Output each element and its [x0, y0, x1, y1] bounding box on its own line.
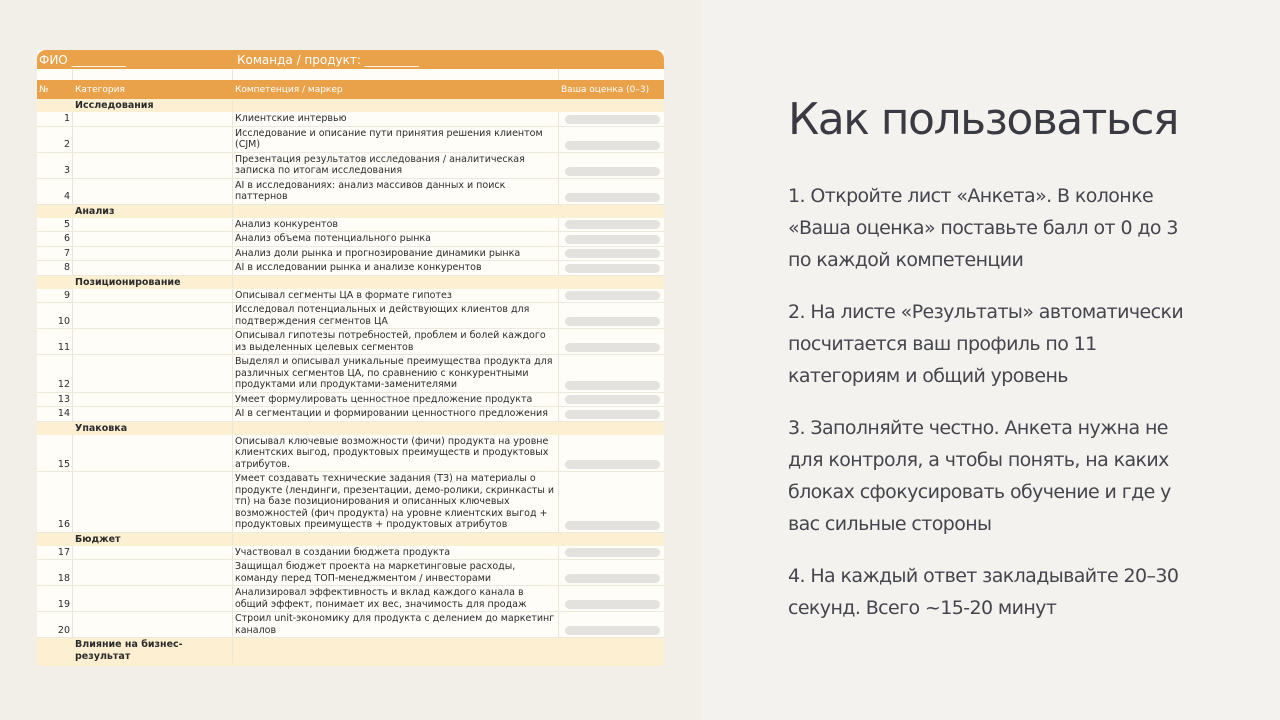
score-input[interactable]: [565, 381, 660, 390]
row-number: 9: [37, 289, 73, 303]
competency-row: [37, 127, 664, 153]
row-number: 18: [37, 560, 73, 585]
score-input[interactable]: [565, 264, 660, 273]
row-number: 14: [37, 407, 73, 421]
competency-row: [37, 153, 664, 179]
row-number: 11: [37, 329, 73, 354]
row-category-cell: [73, 127, 233, 152]
row-category-cell: [73, 218, 233, 232]
competency-row: [37, 560, 664, 586]
row-category-cell: [73, 435, 233, 472]
score-input[interactable]: [565, 410, 660, 419]
row-category-cell: [73, 232, 233, 246]
row-number: 1: [37, 112, 73, 126]
score-cell[interactable]: [559, 179, 664, 204]
row-number: 5: [37, 218, 73, 232]
score-cell[interactable]: [559, 612, 664, 637]
category-name: Бюджет: [73, 534, 233, 545]
row-number: 17: [37, 546, 73, 560]
row-number: 6: [37, 232, 73, 246]
competency-text: Умеет формулировать ценностное предложение продукта: [233, 393, 559, 407]
score-input[interactable]: [565, 220, 660, 229]
competency-row: [37, 393, 664, 408]
competency-text: Описывал гипотезы потребностей, проблем и болей каждого из выделенных целевых сегментов: [233, 329, 559, 354]
row-number: 16: [37, 472, 73, 532]
row-category-cell: [73, 612, 233, 637]
score-input[interactable]: [565, 548, 660, 557]
score-cell[interactable]: [559, 586, 664, 611]
row-category-cell: [73, 586, 233, 611]
row-category-cell: [73, 303, 233, 328]
competency-text: Анализировал эффективность и вклад каждого канала в общий эффект, понимает их вес, значимость для продаж: [233, 586, 559, 611]
row-number: 4: [37, 179, 73, 204]
competency-text: Выделял и описывал уникальные преимущества продукта для различных сегментов ЦА, по сравнению с конкурентными продуктами или продуктами-заменителями: [233, 355, 559, 392]
row-category-cell: [73, 560, 233, 585]
competency-row: [37, 303, 664, 329]
score-cell[interactable]: [559, 355, 664, 392]
instruction-step-3: 3. Заполняйте честно. Анкета нужна не для контроля, а чтобы понять, на каких блоках сфокусировать обучение и где у вас сильные стороны: [788, 417, 1171, 535]
fio-field: ФИО _________: [39, 52, 126, 67]
row-category-cell: [73, 289, 233, 303]
competency-text: Описывал ключевые возможности (фичи) продукта на уровне клиентских выгод, продуктовых преимуществ и продуктовых атрибутов.: [233, 435, 559, 472]
row-category-cell: [73, 153, 233, 178]
score-input[interactable]: [565, 521, 660, 530]
score-input[interactable]: [565, 141, 660, 150]
competency-text: AI в исследованиях: анализ массивов данных и поиск паттернов: [233, 179, 559, 204]
competency-row: [37, 329, 664, 355]
score-input[interactable]: [565, 343, 660, 352]
category-name: Исследования: [73, 100, 233, 111]
competency-text: Анализ объема потенциального рынка: [233, 232, 559, 246]
score-cell[interactable]: [559, 329, 664, 354]
score-input[interactable]: [565, 395, 660, 404]
competency-text: AI в исследовании рынка и анализе конкурентов: [233, 261, 559, 275]
score-input[interactable]: [565, 193, 660, 202]
row-category-cell: [73, 179, 233, 204]
category-row: [37, 99, 664, 112]
team-product-field: Команда / продукт: _________: [237, 52, 419, 67]
competency-text: Презентация результатов исследования / аналитическая записка по итогам исследования: [233, 153, 559, 178]
category-name: Позиционирование: [73, 277, 233, 288]
score-cell[interactable]: [559, 261, 664, 275]
score-cell[interactable]: [559, 435, 664, 472]
column-header-row: [37, 80, 664, 99]
competency-row: [37, 289, 664, 304]
score-input[interactable]: [565, 291, 660, 300]
column-header-competency: Компетенция / маркер: [235, 84, 343, 95]
row-number: 7: [37, 247, 73, 261]
score-input[interactable]: [565, 600, 660, 609]
score-cell[interactable]: [559, 289, 664, 303]
score-cell[interactable]: [559, 303, 664, 328]
competency-text: AI в сегментации и формировании ценностного предложения: [233, 407, 559, 421]
score-cell[interactable]: [559, 232, 664, 246]
row-category-cell: [73, 407, 233, 421]
score-input[interactable]: [565, 167, 660, 176]
category-row: [37, 276, 664, 289]
category-row: [37, 533, 664, 546]
row-category-cell: [73, 393, 233, 407]
row-category-cell: [73, 329, 233, 354]
column-header-score: Ваша оценка (0–3): [561, 84, 650, 95]
column-header-num: №: [39, 84, 49, 95]
spacer-row: [37, 69, 664, 80]
score-cell[interactable]: [559, 407, 664, 421]
row-number: 13: [37, 393, 73, 407]
score-input[interactable]: [565, 235, 660, 244]
instruction-step-2: 2. На листе «Результаты» автоматически посчитается ваш профиль по 11 категориям и общий уровень: [788, 301, 1184, 387]
row-number: 2: [37, 127, 73, 152]
competency-row: [37, 472, 664, 533]
row-number: 15: [37, 435, 73, 472]
row-category-cell: [73, 355, 233, 392]
score-input[interactable]: [565, 317, 660, 326]
row-category-cell: [73, 247, 233, 261]
competency-text: Анализ доли рынка и прогнозирование динамики рынка: [233, 247, 559, 261]
competency-row: [37, 218, 664, 233]
instructions-list: [788, 180, 1198, 644]
category-name: Влияние на бизнес-результат: [73, 639, 233, 663]
score-cell[interactable]: [559, 112, 664, 126]
competency-text: Описывал сегменты ЦА в формате гипотез: [233, 289, 559, 303]
row-number: 10: [37, 303, 73, 328]
instructions-title: Как пользоваться: [788, 94, 1178, 145]
score-input[interactable]: [565, 115, 660, 124]
row-number: 3: [37, 153, 73, 178]
competency-row: [37, 179, 664, 205]
score-cell[interactable]: [559, 153, 664, 178]
competency-text: Участвовал в создании бюджета продукта: [233, 546, 559, 560]
competency-text: Исследование и описание пути принятия решения клиентом (CJM): [233, 127, 559, 152]
row-number: 8: [37, 261, 73, 275]
competency-text: Анализ конкурентов: [233, 218, 559, 232]
score-cell[interactable]: [559, 393, 664, 407]
score-cell[interactable]: [559, 560, 664, 585]
sheet-body: [37, 99, 664, 666]
instructions-panel: [702, 0, 1280, 720]
score-input[interactable]: [565, 626, 660, 635]
score-cell[interactable]: [559, 127, 664, 152]
score-input[interactable]: [565, 249, 660, 258]
competency-row: [37, 435, 664, 473]
category-row: [37, 205, 664, 218]
competency-row: [37, 407, 664, 422]
competency-row: [37, 612, 664, 638]
category-row: [37, 422, 664, 435]
row-category-cell: [73, 112, 233, 126]
row-category-cell: [73, 472, 233, 532]
row-number: 20: [37, 612, 73, 637]
competency-row: [37, 355, 664, 393]
score-cell[interactable]: [559, 247, 664, 261]
sheet-header: [37, 50, 664, 69]
row-category-cell: [73, 261, 233, 275]
category-name: Упаковка: [73, 423, 233, 434]
row-number: 12: [37, 355, 73, 392]
instruction-step-4: 4. На каждый ответ закладывайте 20–30 секунд. Всего ~15-20 минут: [788, 565, 1179, 619]
competency-text: Строил unit-экономику для продукта с делением до маркетинг каналов: [233, 612, 559, 637]
score-input[interactable]: [565, 574, 660, 583]
competency-text: Клиентские интервью: [233, 112, 559, 126]
category-row: [37, 638, 664, 666]
score-cell[interactable]: [559, 472, 664, 532]
score-input[interactable]: [565, 460, 660, 469]
score-cell[interactable]: [559, 546, 664, 560]
competency-text: Умеет создавать технические задания (ТЗ) на материалы о продукте (лендинги, презентации, демо-ролики, скринкасты и тп) на базе позиционирования и описанных ключевых возможностей (фич продукта) на уровне клиентских выгод + продуктовых преимуществ + продуктовых атрибутов: [233, 472, 559, 532]
row-number: 19: [37, 586, 73, 611]
survey-sheet: [37, 50, 664, 666]
column-header-category: Категория: [75, 84, 125, 95]
competency-row: [37, 112, 664, 127]
row-category-cell: [73, 546, 233, 560]
instruction-step-1: 1. Откройте лист «Анкета». В колонке «Ваша оценка» поставьте балл от 0 до 3 по каждой компетенции: [788, 185, 1178, 271]
score-cell[interactable]: [559, 218, 664, 232]
competency-row: [37, 546, 664, 561]
competency-row: [37, 261, 664, 276]
competency-row: [37, 232, 664, 247]
competency-text: Исследовал потенциальных и действующих клиентов для подтверждения сегментов ЦА: [233, 303, 559, 328]
competency-text: Защищал бюджет проекта на маркетинговые расходы, команду перед ТОП-менеджментом / инвесторами: [233, 560, 559, 585]
competency-row: [37, 247, 664, 262]
category-name: Анализ: [73, 206, 233, 217]
competency-row: [37, 586, 664, 612]
